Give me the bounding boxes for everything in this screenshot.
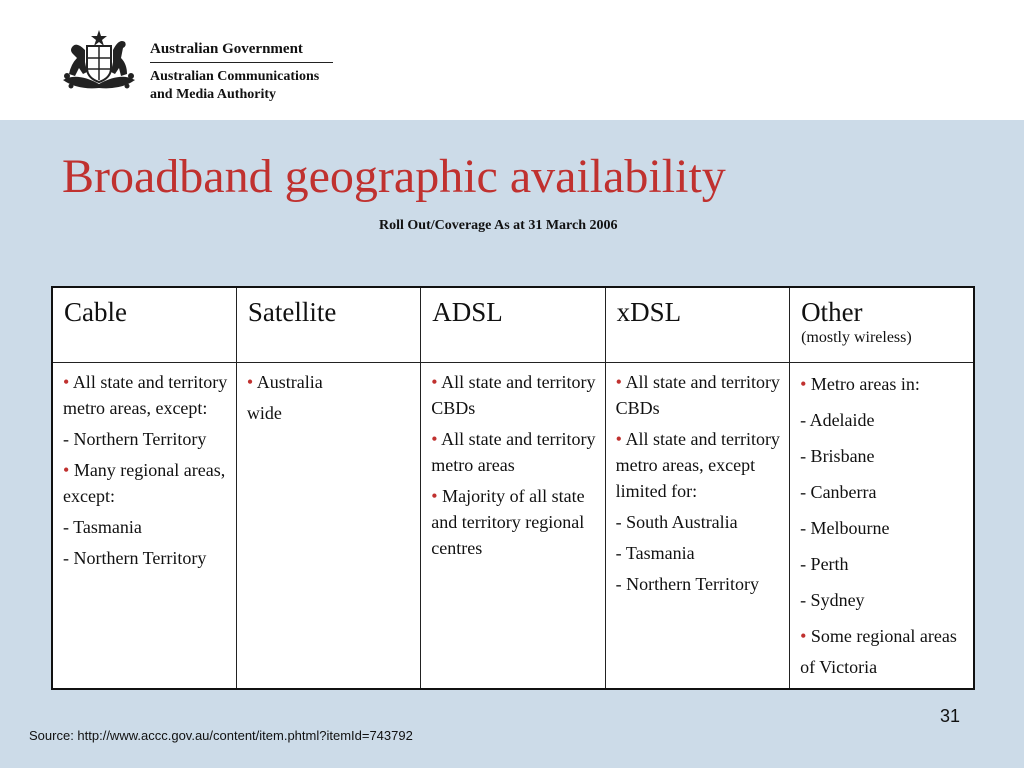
header-cable: Cable	[52, 287, 236, 363]
slide-subtitle: Roll Out/Coverage As at 31 March 2006	[379, 218, 618, 233]
list-item	[431, 483, 596, 561]
agency-name-block	[150, 40, 333, 104]
bullet-icon: •	[800, 626, 811, 646]
bullet-icon: •	[431, 429, 442, 449]
list-item-text: Australia	[256, 372, 323, 392]
page-number: 31	[940, 706, 961, 726]
table-body-row	[52, 363, 974, 690]
coat-of-arms-icon	[57, 28, 141, 94]
list-item-text: All state and territory metro areas, except limited for:	[615, 429, 780, 501]
cell-adsl	[421, 363, 605, 690]
header-satellite: Satellite	[236, 287, 420, 363]
list-item: - Sydney	[800, 590, 865, 610]
list-item: - Tasmania	[63, 517, 142, 537]
list-item	[800, 369, 965, 400]
bullet-icon: •	[63, 372, 73, 392]
list-item-text: Many regional areas, except:	[63, 460, 226, 506]
cell-other	[790, 363, 974, 690]
list-item	[63, 369, 228, 421]
agency-name-line1: Australian Communications	[150, 69, 320, 84]
bullet-icon: •	[431, 372, 442, 392]
list-item: - Adelaide	[800, 410, 875, 430]
list-item-text: All state and territory CBDs	[615, 372, 780, 418]
list-item	[431, 369, 596, 421]
cell-xdsl	[605, 363, 789, 690]
list-item-text: Metro areas in:	[810, 374, 920, 394]
bullet-icon: •	[615, 429, 626, 449]
list-item-text: Some regional areas of Victoria	[800, 626, 957, 677]
list-item: - Tasmania	[615, 543, 695, 563]
list-item: - Northern Territory	[615, 574, 760, 594]
list-item: - South Australia	[615, 512, 738, 532]
cell-satellite	[236, 363, 420, 690]
list-item-text: All state and territory CBDs	[431, 372, 596, 418]
header-other	[790, 287, 974, 363]
header-other-sub: (mostly wireless)	[801, 329, 912, 346]
availability-table	[51, 286, 975, 690]
list-item-text: Majority of all state and territory regional centres	[431, 486, 585, 558]
bullet-icon: •	[615, 372, 626, 392]
slide-title: Broadband geographic availability	[62, 150, 726, 203]
list-item	[616, 369, 781, 421]
list-item: - Northern Territory	[63, 429, 207, 449]
gov-name: Australian Government	[150, 41, 303, 57]
list-item: - Perth	[800, 554, 849, 574]
list-item	[63, 457, 228, 509]
source-citation: Source: http://www.accc.gov.au/content/item.phtml?itemId=743792	[29, 728, 413, 743]
list-item: - Melbourne	[800, 518, 890, 538]
list-item: - Canberra	[800, 482, 877, 502]
list-item	[616, 426, 781, 504]
header-xdsl: xDSL	[605, 287, 789, 363]
table-header-row	[52, 287, 974, 363]
cell-cable	[52, 363, 236, 690]
header-other-label: Other	[801, 297, 863, 327]
list-item	[800, 621, 965, 683]
list-item	[431, 426, 596, 478]
list-item-text: All state and territory metro areas, except:	[63, 372, 228, 418]
agency-name-line2: and Media Authority	[150, 87, 277, 102]
list-item	[247, 369, 412, 395]
list-item: - Brisbane	[800, 446, 875, 466]
header-bar	[0, 0, 1024, 120]
bullet-icon: •	[246, 372, 257, 392]
bullet-icon: •	[800, 374, 811, 394]
bullet-icon: •	[63, 460, 74, 480]
list-item-text: All state and territory metro areas	[431, 429, 596, 475]
list-item: - Northern Territory	[63, 548, 207, 568]
header-adsl: ADSL	[421, 287, 605, 363]
bullet-icon: •	[431, 486, 443, 506]
header-divider	[150, 62, 333, 63]
list-item: wide	[246, 403, 282, 423]
